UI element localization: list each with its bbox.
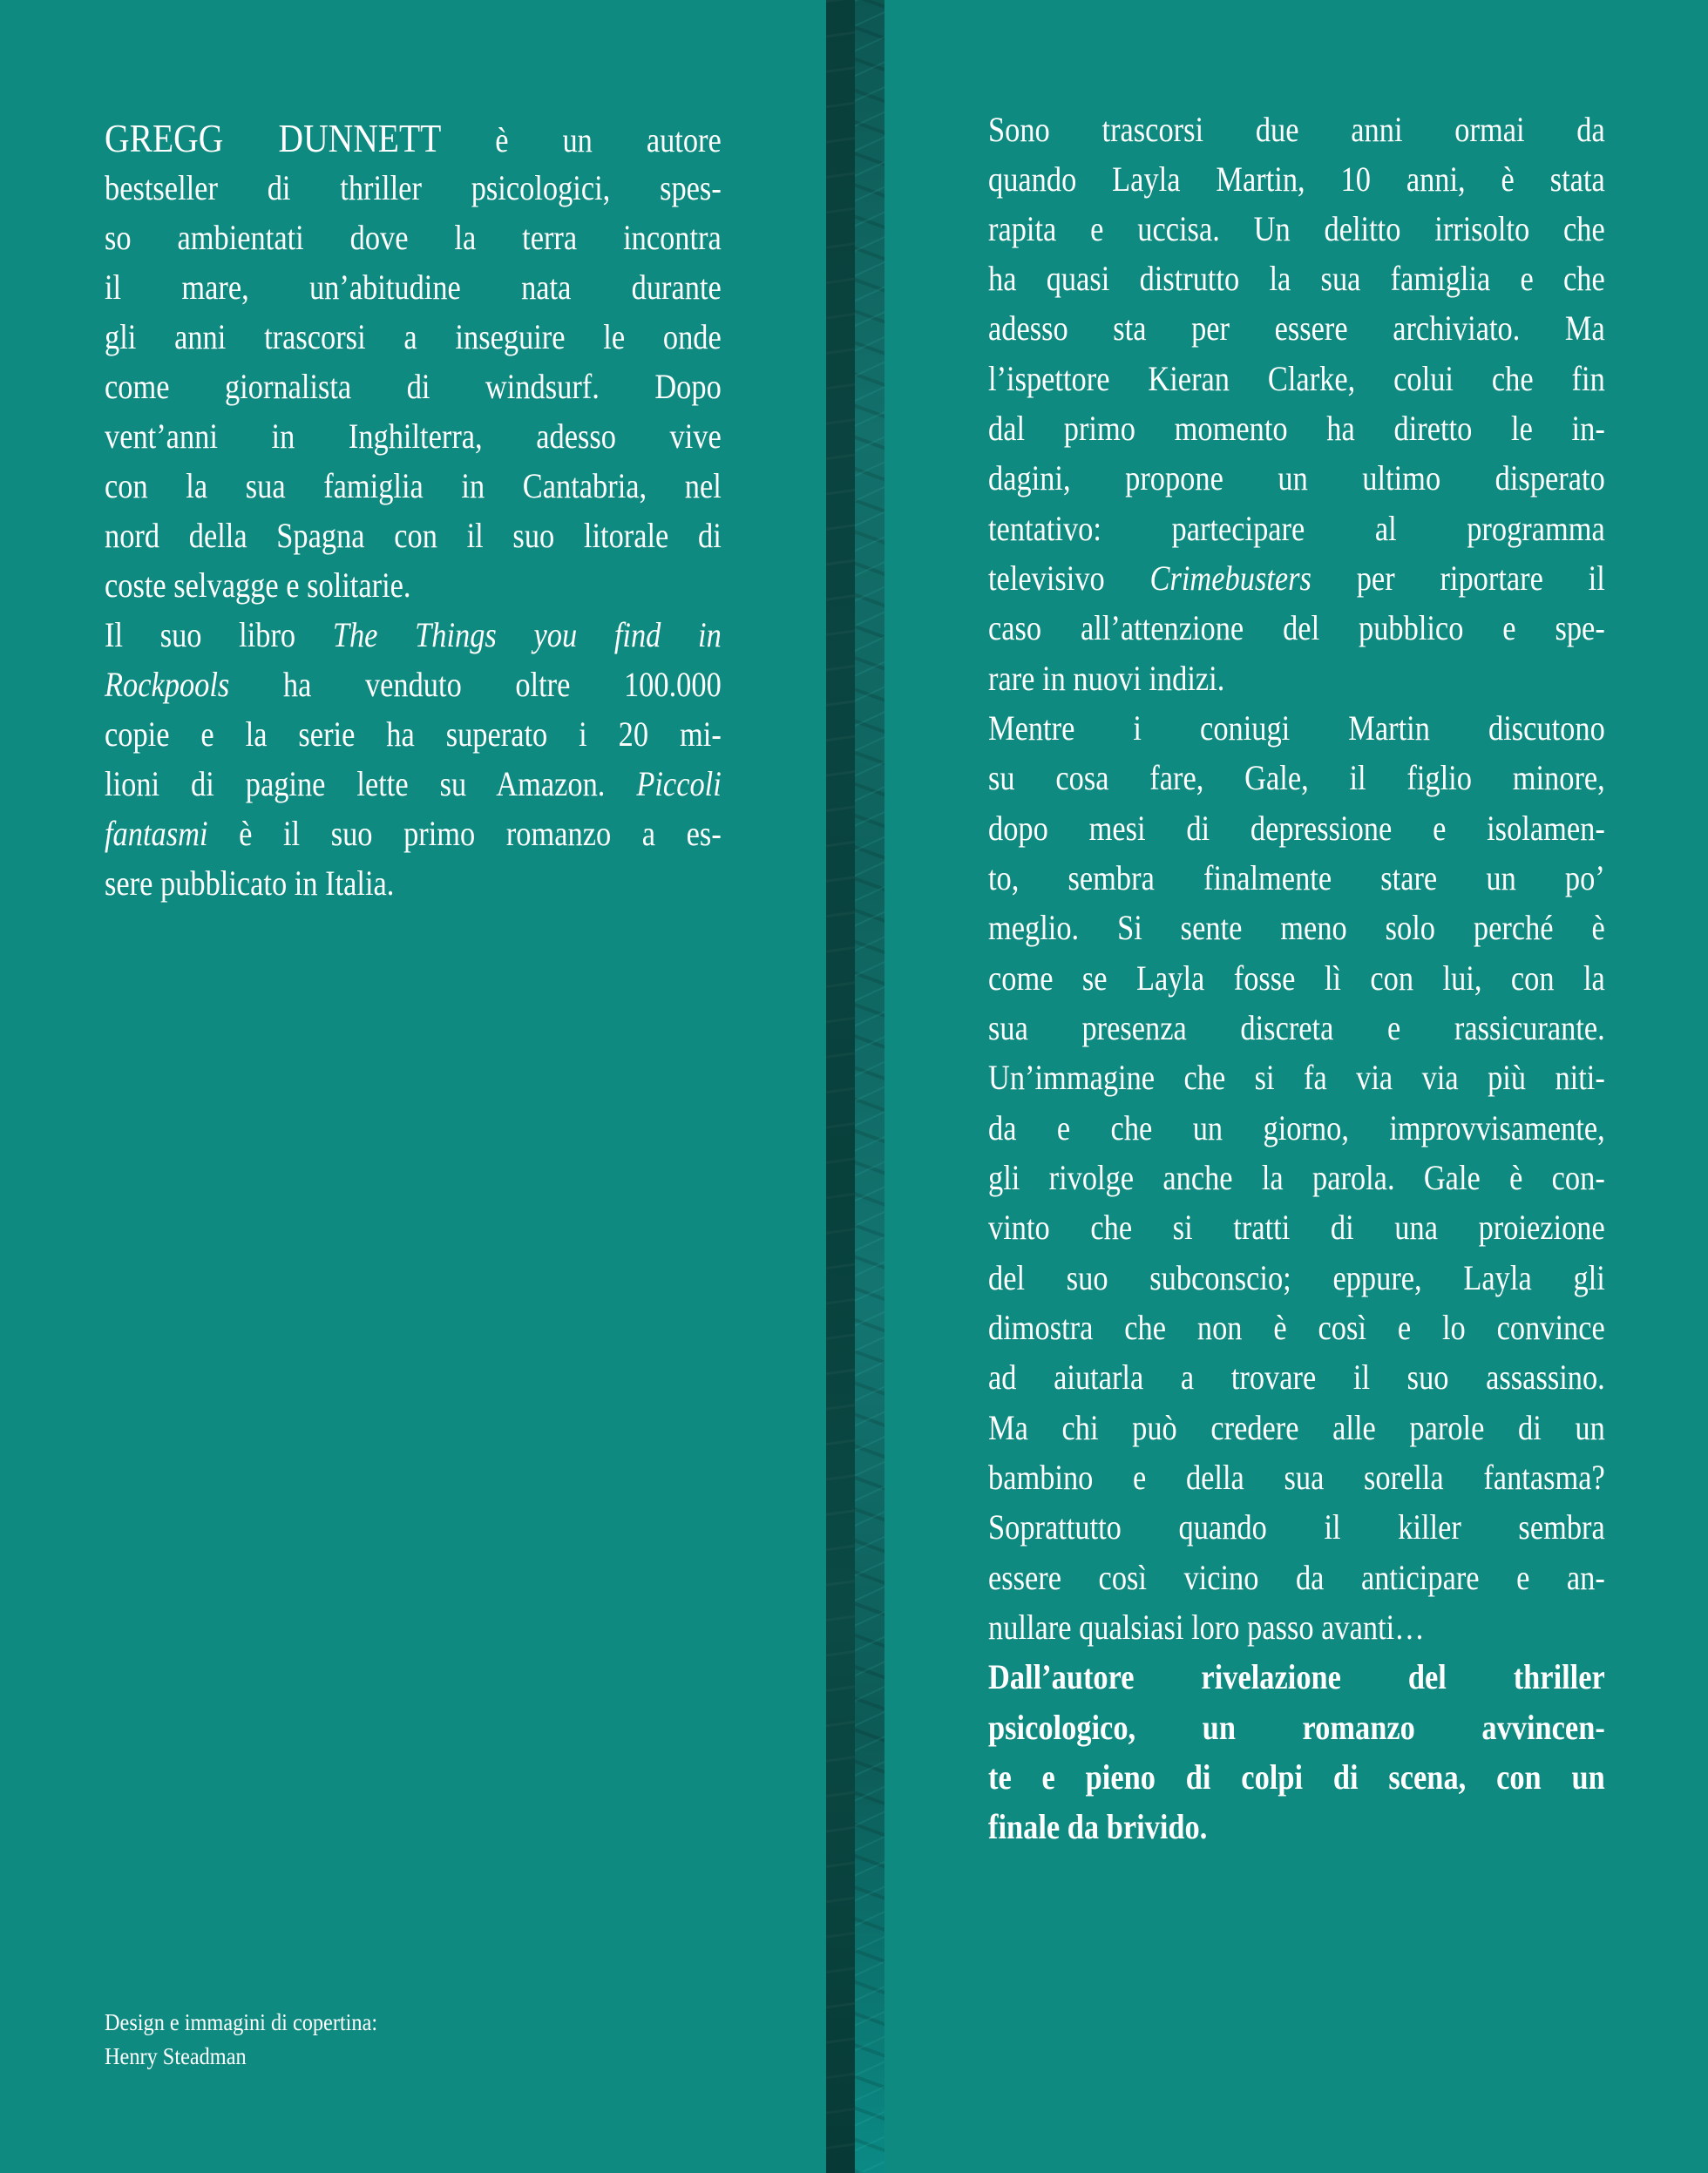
bio-line: GREGG DUNNETT è un autore xyxy=(105,116,722,160)
bio-line: lioni di pagine lette su Amazon. Piccoli xyxy=(105,764,722,803)
synopsis-line: Ma chi può credere alle parole di un xyxy=(988,1408,1605,1447)
book-title-italic: fantasmi xyxy=(105,814,208,853)
author-name: GREGG DUNNETT xyxy=(105,116,442,160)
spine-textured-band xyxy=(855,0,884,2173)
synopsis-line: to, sembra finalmente stare un po’ xyxy=(988,858,1605,897)
synopsis-line: adesso sta per essere archiviato. Ma xyxy=(988,308,1605,348)
bio-line: so ambientati dove la terra incontra xyxy=(105,218,722,257)
synopsis-line: meglio. Si sente meno solo perché è xyxy=(988,908,1605,947)
synopsis-line: Mentre i coniugi Martin discutono xyxy=(988,708,1605,748)
synopsis-line: del suo subconscio; eppure, Layla gli xyxy=(988,1258,1605,1297)
synopsis-line: come se Layla fosse lì con lui, con la xyxy=(988,958,1605,998)
bio-line: il mare, un’abitudine nata durante xyxy=(105,267,722,307)
bio-line: vent’anni in Inghilterra, adesso vive xyxy=(105,416,722,456)
synopsis-line: televisivo Crimebusters per riportare il xyxy=(988,558,1605,598)
tagline-line: psicologico, un romanzo avvincen- xyxy=(988,1708,1605,1747)
credits-label: Design e immagini di copertina: xyxy=(105,2009,378,2035)
synopsis-line: dopo mesi di depressione e isolamen- xyxy=(988,809,1605,848)
synopsis-line: dagini, propone un ultimo disperato xyxy=(988,458,1605,498)
synopsis-line: caso all’attenzione del pubblico e spe- xyxy=(988,608,1605,647)
synopsis-line: bambino e della sua sorella fantasma? xyxy=(988,1458,1605,1497)
credits-name: Henry Steadman xyxy=(105,2043,247,2069)
synopsis-line: tentativo: partecipare al programma xyxy=(988,509,1605,548)
synopsis-line: ad aiutarla a trovare il suo assassino. xyxy=(988,1357,1605,1397)
bio-line: come giornalista di windsurf. Dopo xyxy=(105,367,722,406)
synopsis-line: nullare qualsiasi loro passo avanti… xyxy=(988,1608,1425,1647)
synopsis-line: Soprattutto quando il killer sembra xyxy=(988,1507,1605,1547)
cover-credits xyxy=(105,2006,558,2074)
bio-line: copie e la serie ha superato i 20 mi- xyxy=(105,714,722,754)
bio-line: gli anni trascorsi a inseguire le onde xyxy=(105,317,722,356)
synopsis-line: dimostra che non è così e lo convince xyxy=(988,1308,1605,1347)
bio-line: Il suo libro The Things you find in xyxy=(105,615,722,654)
bio-line: Rockpools ha venduto oltre 100.000 xyxy=(105,665,722,704)
book-title-italic: The Things you find in xyxy=(332,615,722,654)
synopsis-line: rare in nuovi indizi. xyxy=(988,659,1225,698)
book-title-italic: Piccoli xyxy=(636,764,722,803)
synopsis-line: vinto che si tratti di una proiezione xyxy=(988,1208,1605,1247)
bio-line: con la sua famiglia in Cantabria, nel xyxy=(105,466,722,505)
tagline-line: te e pieno di colpi di scena, con un xyxy=(988,1757,1605,1797)
tv-show-title-italic: Crimebusters xyxy=(1149,558,1312,598)
tagline-line: finale da brivido. xyxy=(988,1807,1208,1846)
synopsis-line: quando Layla Martin, 10 anni, è stata xyxy=(988,159,1605,199)
bio-line: sere pubblicato in Italia. xyxy=(105,863,395,903)
book-spine xyxy=(826,0,884,2173)
synopsis-line: Sono trascorsi due anni ormai da xyxy=(988,110,1605,149)
synopsis-line: sua presenza discreta e rassicurante. xyxy=(988,1008,1605,1047)
bio-line: nord della Spagna con il suo litorale di xyxy=(105,516,722,555)
synopsis-line: gli rivolge anche la parola. Gale è con- xyxy=(988,1158,1605,1197)
spine-dark-band xyxy=(826,0,855,2173)
synopsis-line: l’ispettore Kieran Clarke, colui che fin xyxy=(988,359,1605,398)
bio-line: fantasmi è il suo primo romanzo a es- xyxy=(105,814,722,853)
synopsis-line: da e che un giorno, improvvisamente, xyxy=(988,1108,1605,1147)
bio-line: bestseller di thriller psicologici, spes- xyxy=(105,168,722,207)
synopsis-line: su cosa fare, Gale, il figlio minore, xyxy=(988,758,1605,797)
synopsis-line: dal primo momento ha diretto le in- xyxy=(988,409,1605,448)
tagline-line: Dall’autore rivelazione del thriller xyxy=(988,1657,1605,1696)
bio-line: coste selvagge e solitarie. xyxy=(105,565,411,605)
synopsis-line: essere così vicino da anticipare e an- xyxy=(988,1558,1605,1597)
book-title-italic: Rockpools xyxy=(105,665,230,704)
synopsis-line: Un’immagine che si fa via via più niti- xyxy=(988,1058,1605,1097)
synopsis-line: ha quasi distrutto la sua famiglia e che xyxy=(988,259,1605,298)
synopsis-line: rapita e uccisa. Un delitto irrisolto che xyxy=(988,209,1605,248)
